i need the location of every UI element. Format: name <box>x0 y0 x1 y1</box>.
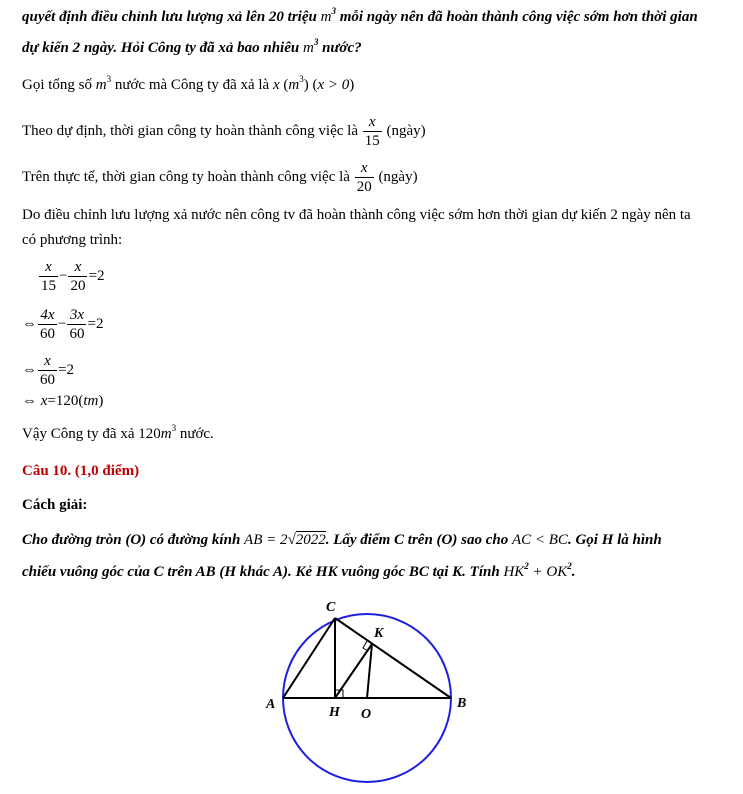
problem-line-1: quyết định điều chỉnh lưu lượng xả lên 20 triệu $m^3$ mỗi ngày nên đã hoàn thành công việc sớm hơn thời gian <box>22 6 698 25</box>
actual-fraction: $\frac{x}{20}$ <box>356 160 372 195</box>
conclusion: Vậy Công ty đã xả $120m^3$ nước. <box>22 423 214 442</box>
method-heading: Cách giải: <box>22 497 88 513</box>
question-10-line-1: Cho đường tròn (O) có đường kính AB = 2√2022. Lấy điểm C trên (O) sao cho AC < BC. Gọi H là hình <box>22 532 662 548</box>
equation-3: ⇔ $\frac{x}{60}$ =2 <box>22 353 74 388</box>
segment-ok <box>367 644 372 698</box>
label-b: B <box>457 696 467 711</box>
label-c: C <box>326 600 336 615</box>
label-o: O <box>361 707 372 722</box>
label-k: K <box>374 626 384 641</box>
problem-line-2: dự kiến 2 ngày. Hỏi Công ty đã xả bao nhiêu $m^3$ nước? <box>22 37 362 56</box>
actual-time-line: Trên thực tế, thời gian công ty hoàn thành công việc là $\frac{x}{20}$ (ngày) <box>22 160 418 195</box>
geometry-figure <box>260 592 500 792</box>
reason-line-1: Do điều chỉnh lưu lượng xả nước nên công tv đã hoàn thành công việc sớm hơn thời gian dự kiến 2 ngày nên ta <box>22 207 691 223</box>
equation-4: ⇔ x=120(tm) <box>22 393 104 409</box>
segment-ac <box>283 618 335 698</box>
reason-line-2: có phương trình: <box>22 232 123 248</box>
label-h: H <box>329 705 340 720</box>
segment-cb <box>335 618 451 698</box>
question-10-line-2: chiếu vuông góc của C trên AB (H khác A). Kẻ HK vuông góc BC tại K. Tính $HK^2 + OK^2$. <box>22 561 576 580</box>
plan-time-line: Theo dự định, thời gian công ty hoàn thành công việc là $\frac{x}{15}$ (ngày) <box>22 114 426 149</box>
question-10-heading: Câu 10. (1,0 điểm) <box>22 463 140 479</box>
plan-fraction: $\frac{x}{15}$ <box>364 114 380 149</box>
equation-1: $\frac{x}{15}$ − $\frac{x}{20}$ =2 <box>41 259 105 294</box>
equation-2: ⇔ $\frac{4x}{60}$ − $\frac{3x}{60}$ =2 <box>22 307 104 342</box>
let-statement: Gọi tổng số $m^3$ nước mà Công ty đã xả là x $(m^3) (x > 0)$ <box>22 74 355 93</box>
label-a: A <box>266 697 276 712</box>
